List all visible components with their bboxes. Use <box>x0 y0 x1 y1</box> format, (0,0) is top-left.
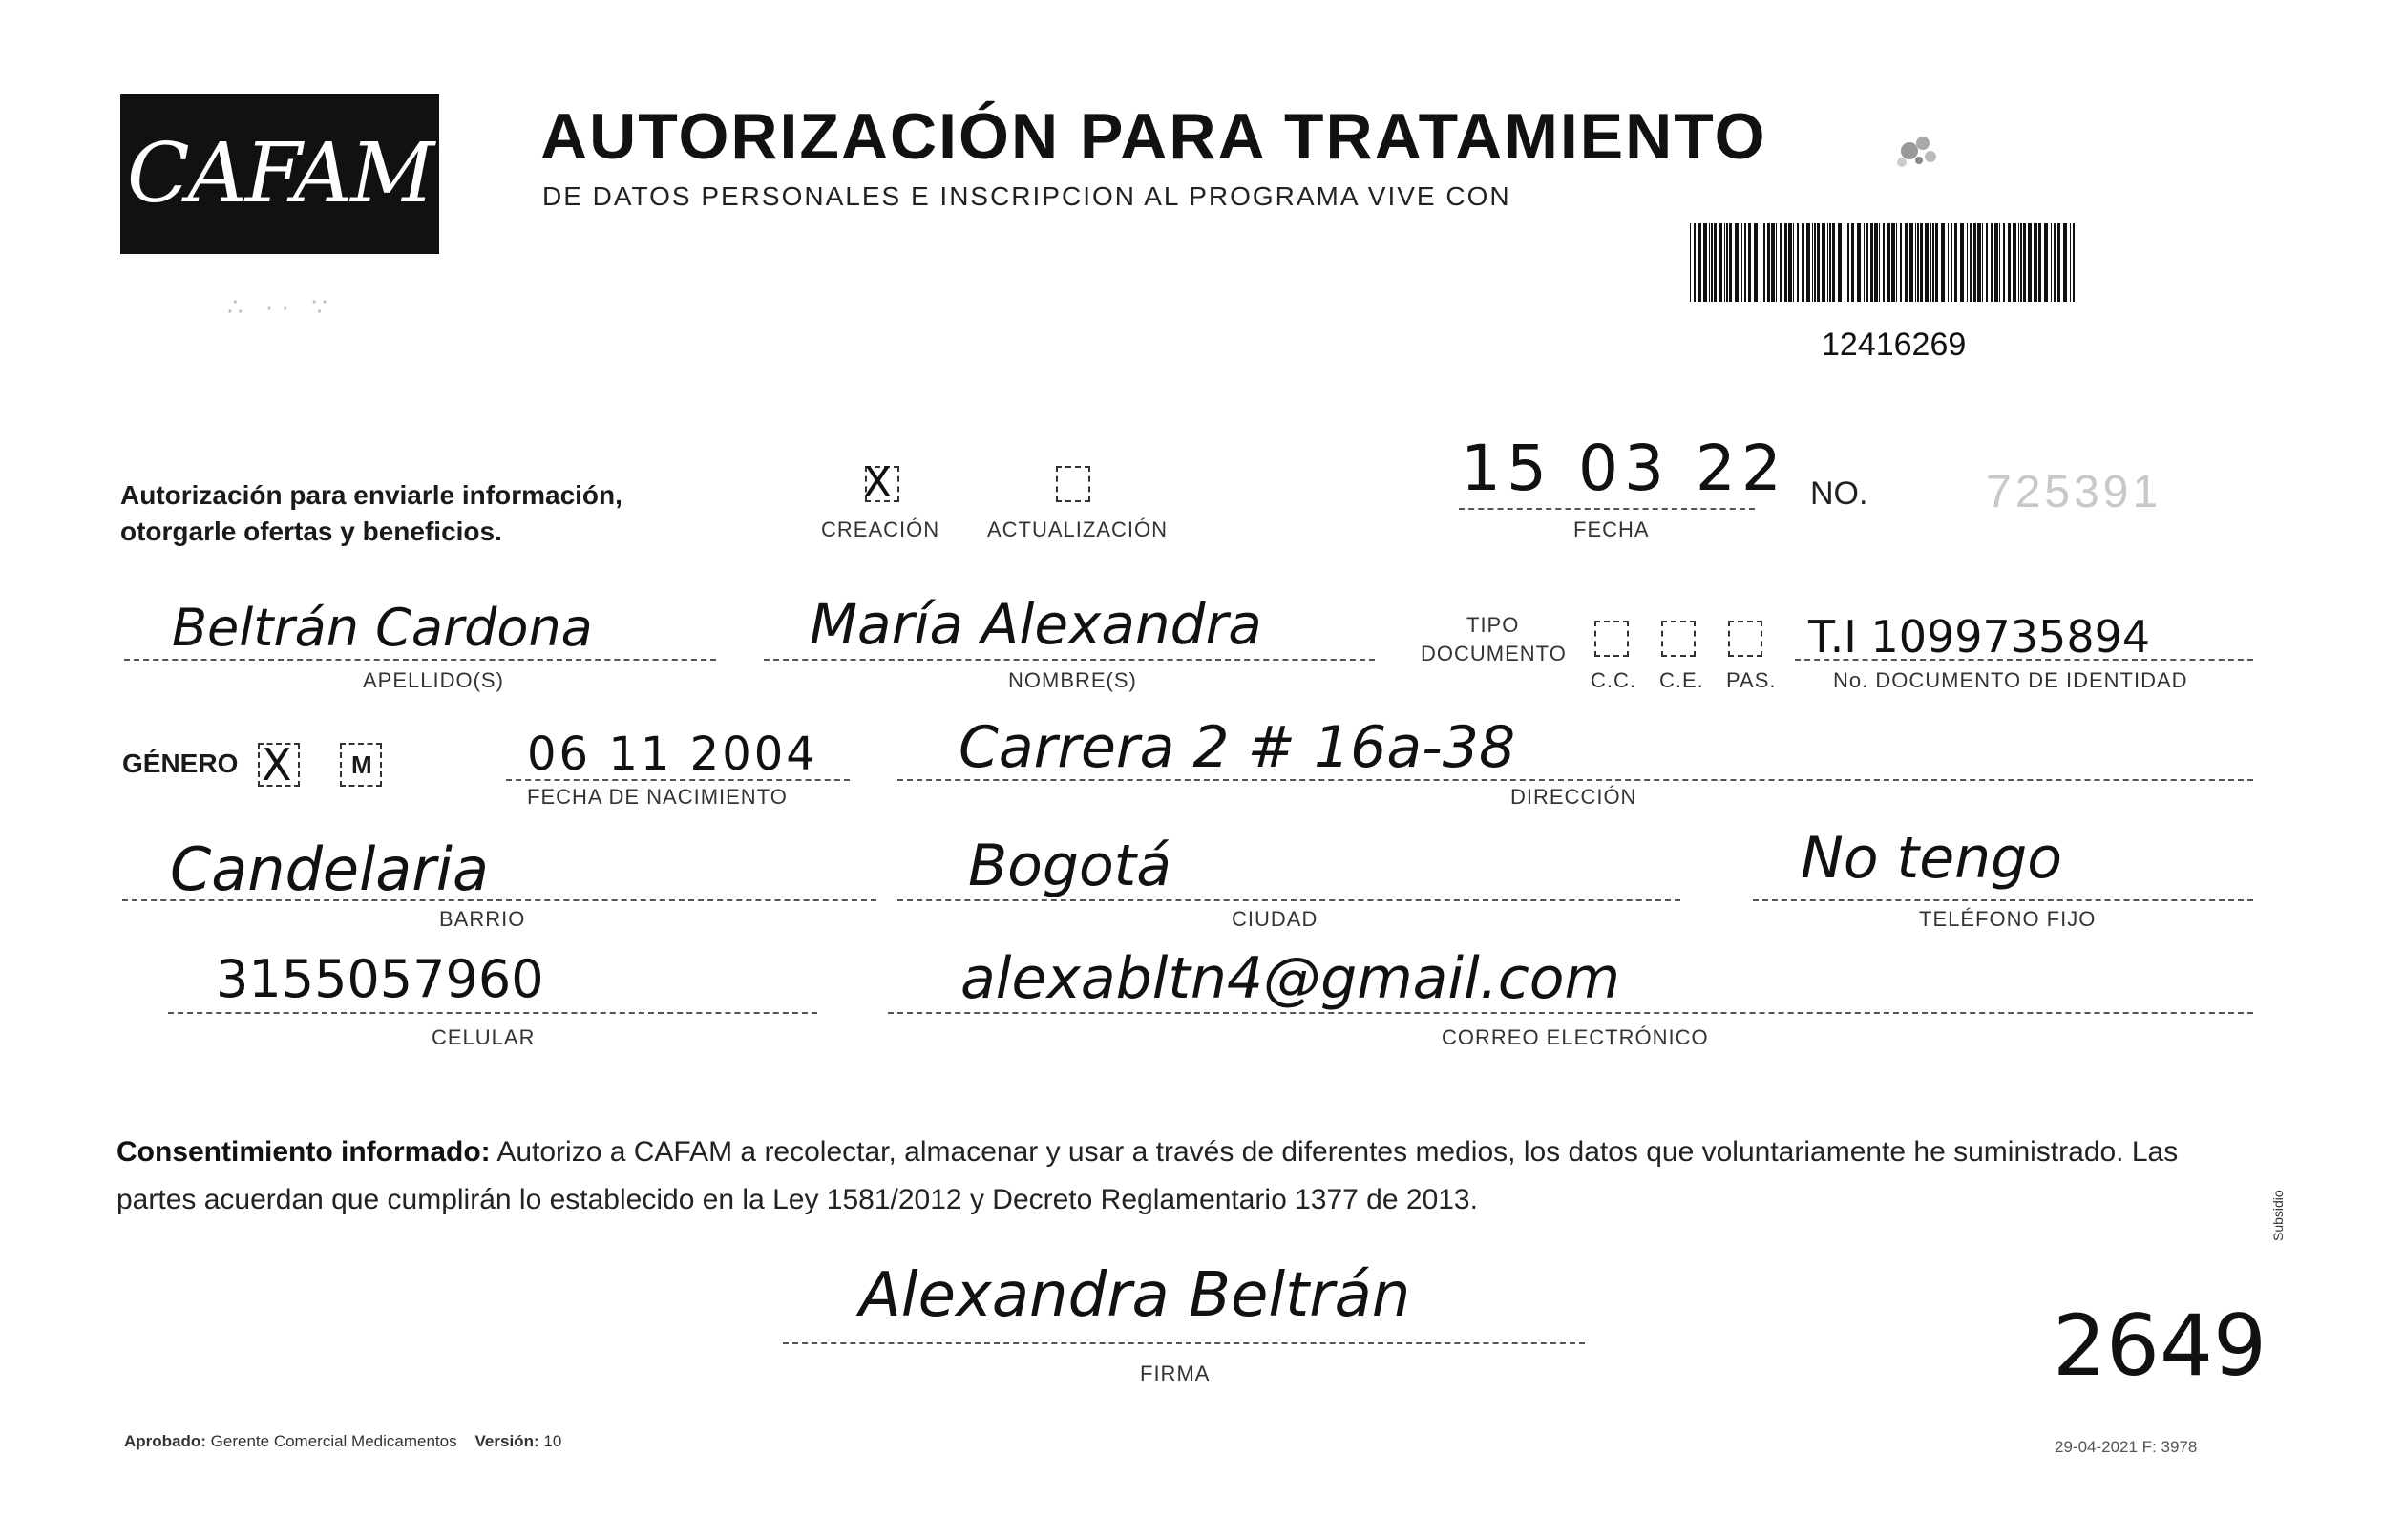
barcode-bar <box>1812 223 1813 302</box>
barcode-bar <box>1748 223 1751 302</box>
barcode-bar <box>1802 223 1804 302</box>
barcode-bar <box>1905 223 1908 302</box>
barcode-bar <box>2013 223 2016 302</box>
barcode-bar <box>2034 223 2035 302</box>
genero-f-mark: X <box>262 739 292 791</box>
barcode-bar <box>1709 223 1710 302</box>
barcode-bar <box>1920 223 1923 302</box>
nombres-value[interactable]: María Alexandra <box>810 592 1262 657</box>
actualizacion-label: ACTUALIZACIÓN <box>987 517 1169 541</box>
barcode-bar <box>1806 223 1810 302</box>
barcode-bar <box>2051 223 2052 302</box>
consent-title: Consentimiento informado: <box>116 1136 491 1168</box>
barcode-bar <box>1864 223 1865 302</box>
actualizacion-checkbox[interactable] <box>1056 466 1090 502</box>
barcode-bar <box>1784 223 1787 302</box>
barcode-bar <box>1763 223 1765 302</box>
barcode-bar <box>1891 223 1895 302</box>
barcode-bar <box>2044 223 2048 302</box>
barcode-bar <box>1967 223 1968 302</box>
barcode-bar <box>1788 223 1792 302</box>
barcode-bar <box>1724 223 1725 302</box>
barcode-bar <box>1925 223 1929 302</box>
barcode-bar <box>1857 223 1861 302</box>
barcode-bar <box>1900 223 1902 302</box>
version-value: 10 <box>543 1432 562 1450</box>
barrio-label: BARRIO <box>439 907 526 931</box>
barcode-bar <box>1711 223 1713 302</box>
nombres-line <box>764 659 1375 661</box>
barcode-bar <box>1896 223 1897 302</box>
creacion-label: CREACIÓN <box>821 517 940 541</box>
genero-m-checkbox[interactable] <box>340 743 382 787</box>
barcode-bar <box>1847 223 1849 302</box>
barcode-bar <box>2023 223 2026 302</box>
barcode-bar <box>1838 223 1842 302</box>
footer-date-code: 29-04-2021 F: 3978 <box>2055 1438 2198 1456</box>
barcode-bar <box>1917 223 1919 302</box>
genero-m-label: M <box>351 750 372 779</box>
page-subtitle: DE DATOS PERSONALES E INSCRIPCION AL PROGRAMA VIVE CON <box>542 181 1511 211</box>
tipo-documento-label-1: TIPO <box>1466 613 1520 637</box>
pas-label: PAS. <box>1726 668 1777 692</box>
barcode-bar <box>1883 223 1885 302</box>
tipo-documento-label-2: DOCUMENTO <box>1421 642 1567 665</box>
barcode-bar <box>1915 223 1916 302</box>
telefono-label: TELÉFONO FIJO <box>1919 907 2097 931</box>
barcode-bar <box>1767 223 1770 302</box>
barcode-number: 12416269 <box>1822 327 1967 363</box>
barcode-bar <box>1829 223 1831 302</box>
barcode-bar <box>1870 223 1873 302</box>
barcode-bar <box>1793 223 1794 302</box>
cc-checkbox[interactable] <box>1594 621 1629 657</box>
barcode-bar <box>1935 223 1938 302</box>
ciudad-value[interactable]: Bogotá <box>968 833 1171 899</box>
barcode-bar <box>1754 223 1758 302</box>
barcode-bar <box>1909 223 1913 302</box>
barcode-bar <box>1991 223 1993 302</box>
barcode-bar <box>1960 223 1964 302</box>
correo-label: CORREO ELECTRÓNICO <box>1442 1025 1709 1049</box>
barcode-bar <box>1726 223 1728 302</box>
fecha-nacimiento-value[interactable]: 06 11 2004 <box>527 728 818 781</box>
barcode-bar <box>1948 223 1949 302</box>
telefono-value[interactable]: No tengo <box>1801 825 2062 892</box>
barcode-bar <box>1887 223 1890 302</box>
doc-label: No. DOCUMENTO DE IDENTIDAD <box>1833 668 2188 692</box>
cc-label: C.C. <box>1591 668 1636 692</box>
barcode-bar <box>2035 223 2037 302</box>
barcode-bar <box>2018 223 2019 302</box>
barcode-bar <box>1866 223 1868 302</box>
ink-smudge-icon <box>1881 115 1957 181</box>
no-label: NO. <box>1810 475 1868 512</box>
correo-line <box>888 1012 2253 1014</box>
barcode-bar <box>2073 223 2075 302</box>
barcode-bar <box>1932 223 1934 302</box>
barcode-bar <box>2003 223 2005 302</box>
barcode-bar <box>1814 223 1816 302</box>
apellidos-line <box>124 659 716 661</box>
ce-label: C.E. <box>1659 668 1704 692</box>
barcode-bar <box>2070 223 2071 302</box>
telefono-line <box>1753 899 2253 901</box>
barcode-bar <box>1930 223 1931 302</box>
consent-text <box>116 1129 2255 1224</box>
barcode-bar <box>2028 223 2032 302</box>
barcode <box>1690 223 2077 302</box>
barcode-bar <box>1994 223 1998 302</box>
celular-line <box>168 1012 817 1014</box>
barrio-line <box>122 899 876 901</box>
barcode-bar <box>1817 223 1820 302</box>
signature-line <box>783 1342 1585 1344</box>
celular-label: CELULAR <box>432 1025 536 1049</box>
direccion-label: DIRECCIÓN <box>1510 785 1637 809</box>
barcode-bar <box>1714 223 1717 302</box>
barcode-bar <box>2057 223 2060 302</box>
ciudad-line <box>897 899 1680 901</box>
fecha-value[interactable]: 15 03 22 <box>1461 432 1787 505</box>
celular-value[interactable]: 3155057960 <box>216 949 544 1009</box>
barcode-bar <box>1827 223 1828 302</box>
side-text: Subsidio <box>2270 1190 2286 1241</box>
barcode-bar <box>1744 223 1746 302</box>
barcode-bar <box>1999 223 2000 302</box>
direccion-value[interactable]: Carrera 2 # 16a-38 <box>959 714 1516 781</box>
correo-value[interactable]: alexabltn4@gmail.com <box>960 945 1620 1012</box>
logo-text: CAFAM <box>126 126 433 222</box>
footer-approval <box>124 1432 561 1451</box>
genero-label: GÉNERO <box>122 749 239 778</box>
barcode-bar <box>1729 223 1732 302</box>
version-label: Versión: <box>474 1432 539 1450</box>
cafam-logo <box>120 94 439 254</box>
barcode-bar <box>1771 223 1775 302</box>
barcode-bar <box>1941 223 1945 302</box>
signature[interactable]: Alexandra Beltrán <box>859 1260 1411 1331</box>
handwritten-number: 2649 <box>2053 1297 2267 1395</box>
fecha-label: FECHA <box>1573 517 1650 541</box>
ciudad-label: CIUDAD <box>1232 907 1318 931</box>
apellidos-label: APELLIDO(S) <box>363 668 504 692</box>
page-title: AUTORIZACIÓN PARA TRATAMIENTO <box>540 100 1767 173</box>
barcode-bar <box>1879 223 1880 302</box>
barcode-bar <box>1797 223 1799 302</box>
fecha-line <box>1459 508 1755 510</box>
creacion-checkbox[interactable] <box>863 458 899 507</box>
aprobado-label: Aprobado: <box>124 1432 206 1450</box>
barcode-bar <box>1694 223 1696 302</box>
barcode-bar <box>1973 223 1976 302</box>
barrio-value[interactable]: Candelaria <box>170 834 490 904</box>
barcode-bar <box>1719 223 1722 302</box>
barcode-bar <box>1741 223 1742 302</box>
barcode-bar <box>1982 223 1983 302</box>
barcode-bar <box>1698 223 1701 302</box>
apellidos-value[interactable]: Beltrán Cardona <box>172 598 593 658</box>
barcode-bar <box>1986 223 1988 302</box>
barcode-bar <box>1851 223 1854 302</box>
barcode-bar <box>2020 223 2022 302</box>
barcode-bar <box>2038 223 2041 302</box>
ce-checkbox[interactable] <box>1661 621 1696 657</box>
barcode-bar <box>1703 223 1707 302</box>
barcode-bar <box>2008 223 2011 302</box>
authorization-text <box>120 477 770 550</box>
barcode-bar <box>2054 223 2056 302</box>
no-value: 725391 <box>1986 467 2162 517</box>
consent-body: Autorizo a CAFAM a recolectar, almacenar y usar a través de diferentes medios, los datos que voluntariamente he suministrado. Las partes acuerdan que cumplirán lo establecido en la Ley 1581/2012 y Decreto Reglamentario 1377 de 2013. <box>116 1136 2179 1215</box>
barcode-bar <box>1832 223 1835 302</box>
barcode-bar <box>1874 223 1878 302</box>
signature-label: FIRMA <box>1140 1361 1211 1385</box>
barcode-bar <box>1822 223 1825 302</box>
nombres-label: NOMBRE(S) <box>1008 668 1137 692</box>
barcode-bar <box>1690 223 1691 302</box>
fecha-nacimiento-line <box>506 779 850 781</box>
barcode-bar <box>1977 223 1981 302</box>
aprobado-value: Gerente Comercial Medicamentos <box>210 1432 457 1450</box>
barcode-bar <box>1954 223 1957 302</box>
barcode-bar <box>1951 223 1952 302</box>
creacion-check-mark: X <box>863 458 893 507</box>
fecha-nacimiento-label: FECHA DE NACIMIENTO <box>527 785 788 809</box>
genero-f-checkbox[interactable] <box>258 739 300 791</box>
doc-value[interactable]: T.I 1099735894 <box>1808 611 2151 663</box>
authorization-line-2: otorgarle ofertas y beneficios. <box>120 517 502 546</box>
doc-line <box>1795 659 2253 661</box>
barcode-bar <box>1776 223 1777 302</box>
barcode-bar <box>1780 223 1782 302</box>
pas-checkbox[interactable] <box>1728 621 1762 657</box>
authorization-line-1: Autorización para enviarle información, <box>120 480 622 510</box>
barcode-bar <box>1735 223 1739 302</box>
barcode-bar <box>1970 223 1972 302</box>
direccion-line <box>897 779 2253 781</box>
barcode-bar <box>2063 223 2067 302</box>
faint-mark: ∴ ·· ∵ <box>227 292 335 321</box>
